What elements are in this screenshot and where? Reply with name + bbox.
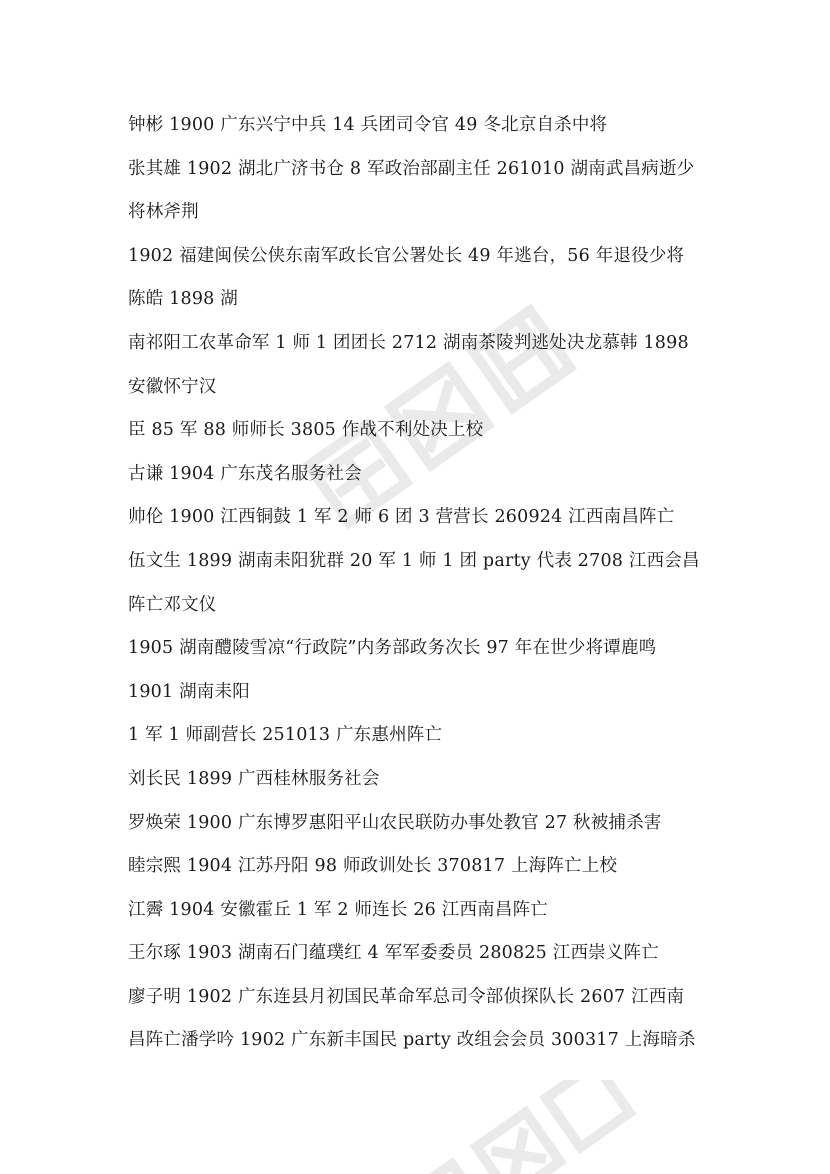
text-line: 张其雄 1902 湖北广济书仓 8 军政治部副主任 261010 湖南武昌病逝少 — [128, 158, 695, 179]
text-line: 1 军 1 师副营长 251013 广东惠州阵亡 — [128, 725, 443, 746]
text-line: 陈皓 1898 湖 — [128, 289, 238, 310]
text-line: 罗焕荣 1900 广东博罗惠阳平山农民联防办事处教官 27 秋被捕杀害 — [128, 812, 662, 833]
text-line: 南祁阳工农革命军 1 师 1 团团长 2712 湖南茶陵判逃处决龙慕韩 1898 — [128, 332, 689, 353]
text-line: 王尔琢 1903 湖南石门蕴璞红 4 军军委委员 280825 江西崇义阵亡 — [128, 943, 659, 964]
text-line: 1905 湖南醴陵雪凉“行政院”内务部政务次长 97 年在世少将谭鹿鸣 — [128, 638, 657, 659]
watermark-fragment-icon — [380, 1080, 640, 1174]
text-line: 1901 湖南耒阳 — [128, 681, 250, 702]
text-line: 安徽怀宁汉 — [128, 376, 217, 397]
text-line: 帅伦 1900 江西铜鼓 1 军 2 师 6 团 3 营营长 260924 江西南昌阵亡 — [128, 507, 675, 528]
text-line: 钟彬 1900 广东兴宁中兵 14 兵团司令官 49 冬北京自杀中将 — [128, 115, 608, 135]
text-line: 1902 福建闽侯公侠东南军政长官公署处长 49 年逃台，56 年退役少将 — [128, 245, 685, 266]
text-line: 廖子明 1902 广东连县月初国民革命军总司令部侦探队长 2607 江西南 — [128, 986, 685, 1007]
text-line: 刘长民 1899 广西桂林服务社会 — [128, 768, 380, 789]
text-line: 江霽 1904 安徽霍丘 1 军 2 师连长 26 江西南昌阵亡 — [128, 899, 548, 920]
text-line: 昌阵亡潘学吟 1902 广东新丰国民 party 改组会会员 300317 上海暗杀 — [128, 1030, 696, 1051]
text-line: 将林斧荆 — [128, 202, 199, 223]
text-line: 伍文生 1899 湖南耒阳犹群 20 军 1 师 1 团 party 代表 2708 江西会昌 — [128, 550, 700, 571]
text-line: 阵亡邓文仪 — [128, 594, 217, 615]
text-line: 臣 85 军 88 师师长 3805 作战不利处决上校 — [128, 420, 484, 441]
document-body — [128, 104, 718, 1063]
text-line: 睦宗熙 1904 江苏丹阳 98 师政训处长 370817 上海阵亡上校 — [128, 856, 618, 877]
text-line: 古谦 1904 广东茂名服务社会 — [128, 463, 362, 484]
